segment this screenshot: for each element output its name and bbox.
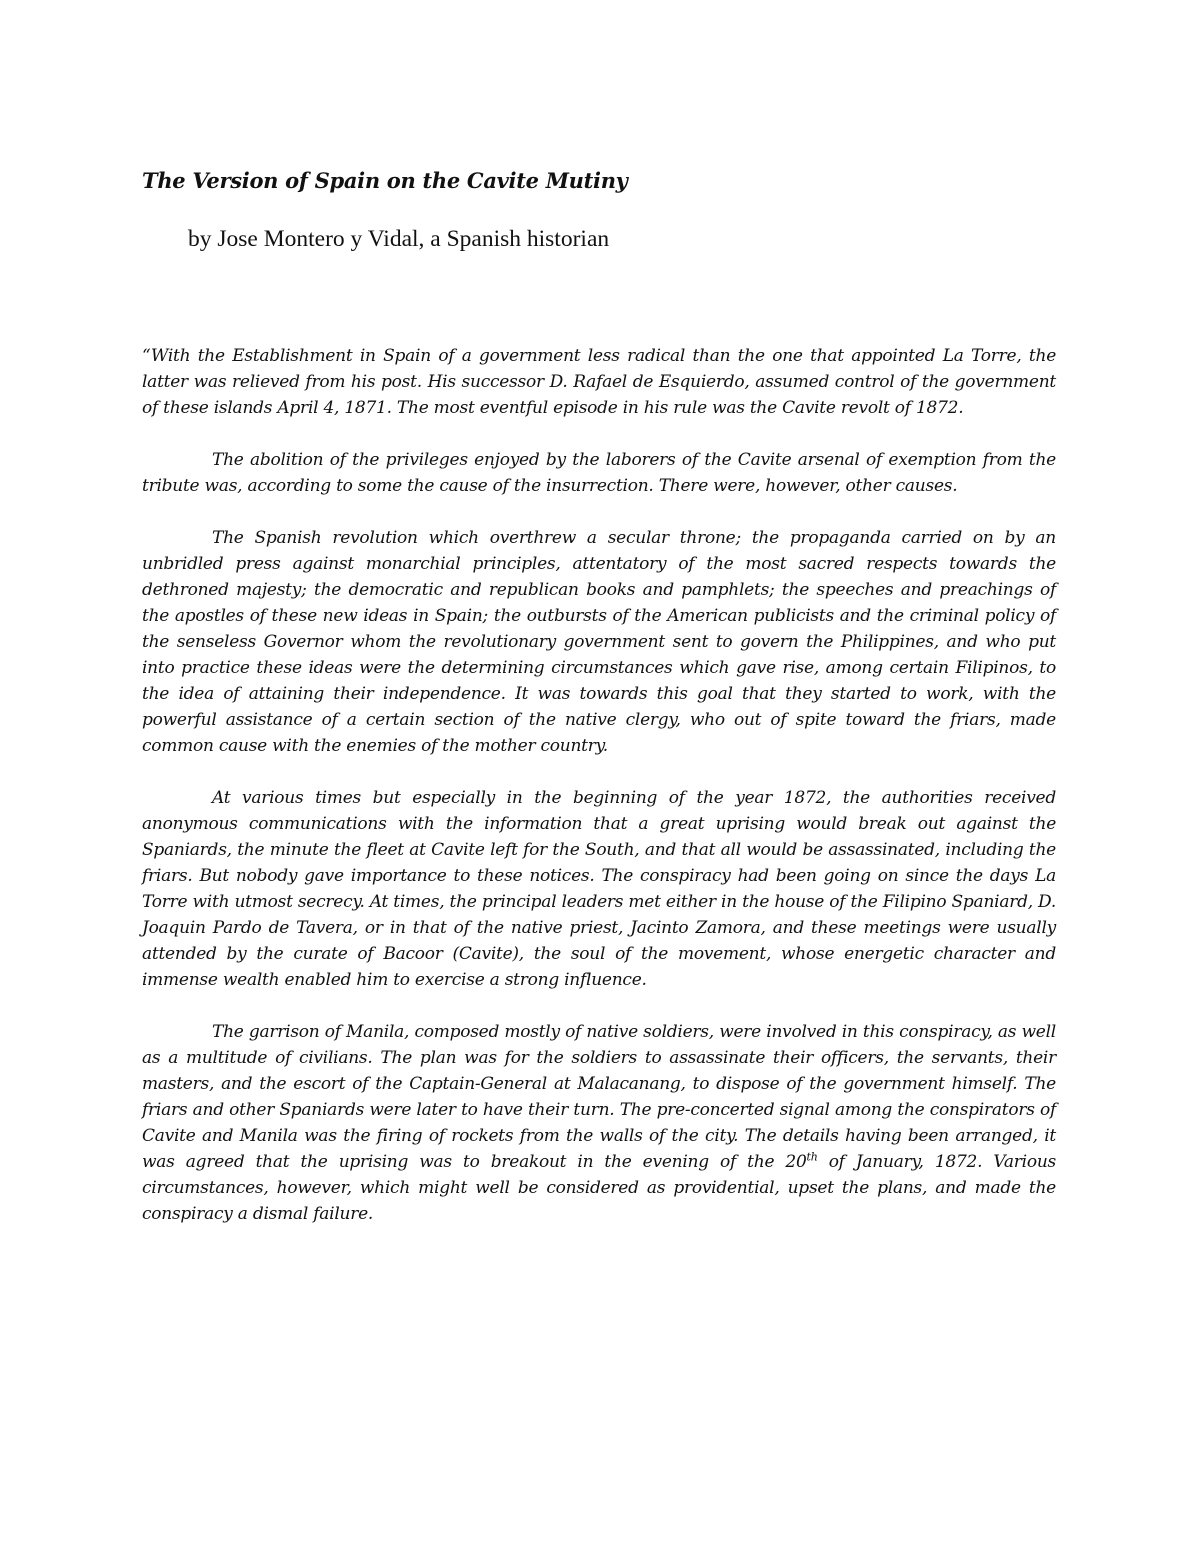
document-title: The Version of Spain on the Cavite Mutiny	[142, 168, 628, 193]
garrison-text-before: The garrison of Manila, composed mostly of native soldiers, were involved in this conspiracy, as well as a multitude of civilians. The plan was for the soldiers to assassinate their officers, the servants, their masters, and the escort of the Captain-General at Malacanang, to dispose of the government himself. The friars and other Spaniards were later to have their turn. The pre-concerted signal among the conspirators of Cavite and Manila was the firing of rockets from the walls of the city. The details having been arranged, it was agreed that the uprising was to breakout in the evening of the 20	[142, 1022, 1056, 1172]
document-byline: by Jose Montero y Vidal, a Spanish historian	[188, 226, 610, 252]
ordinal-superscript: th	[806, 1150, 818, 1164]
garrison-text-after: of January, 1872. Various circumstances, however, which might well be considered as providential, upset the plans, and made the conspiracy a dismal failure.	[142, 1152, 1056, 1224]
paragraph-spanish-revolution: The Spanish revolution which overthrew a secular throne; the propaganda carried on by an unbridled press against monarchial principles, attentatory of the most sacred respects towards the dethroned majesty; the democratic and republican books and pamphlets; the speeches and preachings of the apostles of these new ideas in Spain; the outbursts of the American publicists and the criminal policy of the senseless Governor whom the revolutionary government sent to govern the Philippines, and who put into practice these ideas were the determining circumstances which gave rise, among certain Filipinos, to the idea of attaining their independence. It was towards this goal that they started to work, with the powerful assistance of a certain section of the native clergy, who out of spite toward the friars, made common cause with the enemies of the mother country.	[142, 528, 1056, 756]
paragraph-opening-quote: “With the Establishment in Spain of a government less radical than the one that appointed La Torre, the latter was relieved from his post. His successor D. Rafael de Esquierdo, assumed control of the government of these islands April 4, 1871. The most eventful episode in his rule was the Cavite revolt of 1872.	[142, 346, 1056, 418]
paragraph-garrison-of-manila	[142, 1019, 1056, 1227]
document-body	[142, 343, 1056, 1253]
paragraph-anonymous-communications: At various times but especially in the beginning of the year 1872, the authorities received anonymous communications with the information that a great uprising would break out against the Spaniards, the minute the fleet at Cavite left for the South, and that all would be assassinated, including the friars. But nobody gave importance to these notices. The conspiracy had been going on since the days La Torre with utmost secrecy. At times, the principal leaders met either in the house of the Filipino Spaniard, D. Joaquin Pardo de Tavera, or in that of the native priest, Jacinto Zamora, and these meetings were usually attended by the curate of Bacoor (Cavite), the soul of the movement, whose energetic character and immense wealth enabled him to exercise a strong influence.	[142, 788, 1056, 990]
paragraph-abolition-of-privileges: The abolition of the privileges enjoyed by the laborers of the Cavite arsenal of exemption from the tribute was, according to some the cause of the insurrection. There were, however, other causes.	[142, 450, 1056, 496]
